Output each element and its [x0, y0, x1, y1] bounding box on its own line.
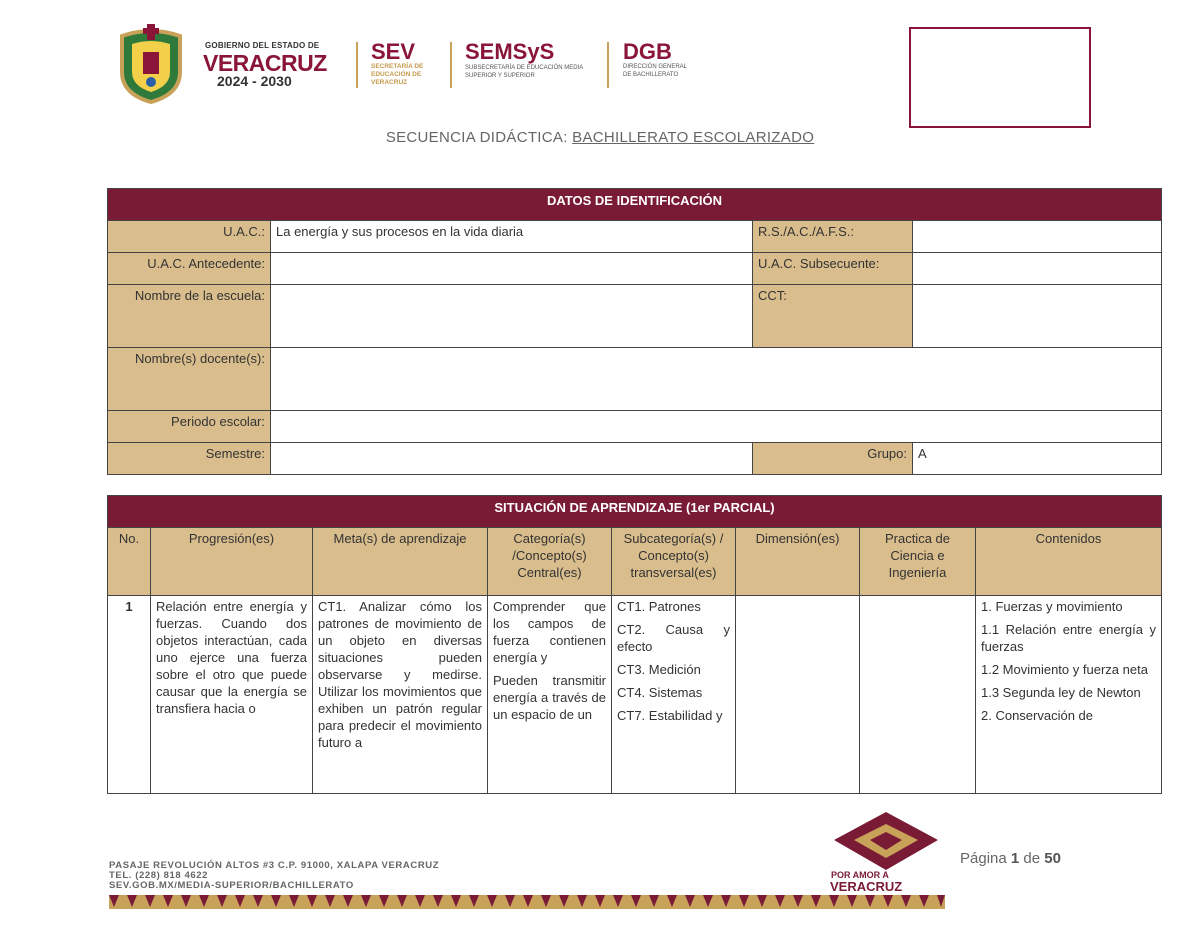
uac-field[interactable]: La energía y sus procesos en la vida diaria: [271, 221, 753, 253]
docente-label: Nombre(s) docente(s):: [108, 348, 271, 411]
antecedente-label: U.A.C. Antecedente:: [108, 253, 271, 285]
identification-table: [107, 188, 1162, 475]
footer-address: [109, 861, 439, 891]
contenidos-cell: [976, 596, 1162, 794]
school-logo-placeholder: [909, 27, 1091, 128]
antecedente-field[interactable]: [271, 253, 753, 285]
footer-phone: TEL. (228) 818 4622: [109, 870, 209, 881]
dimension-cell: [736, 596, 860, 794]
contenido-item: 1.1 Relación entre energía y fuerzas: [981, 622, 1156, 654]
grupo-label: Grupo:: [753, 443, 913, 475]
dgb-logo-text: DGB: [623, 39, 672, 64]
cct-label: CCT:: [753, 285, 913, 348]
gobierno-line: GOBIERNO DEL ESTADO DE: [205, 41, 320, 50]
contenido-item: 2. Conservación de: [981, 708, 1094, 723]
cct-field[interactable]: [913, 285, 1162, 348]
contenido-item: 1. Fuerzas y movimiento: [981, 599, 1123, 614]
logo-line-2: VERACRUZ: [830, 879, 903, 894]
categoria-text-2: Pueden transmitir energía a través de un espacio de un: [493, 673, 606, 722]
subcategoria-item: CT2. Causa y efecto: [617, 622, 730, 654]
logo-divider: [607, 42, 609, 88]
subcategoria-item: CT3. Medición: [617, 662, 701, 677]
situation-heading: SITUACIÓN DE APRENDIZAJE (1er PARCIAL): [108, 496, 1162, 528]
sev-subtitle: SECRETARÍA DE EDUCACIÓN DE VERACRUZ: [371, 63, 424, 86]
page-current: 1: [1010, 850, 1020, 867]
veracruz-coat-of-arms-icon: [116, 22, 186, 104]
meta-text: CT1. Analizar cómo los patrones de movimiento de un objeto en diversas situaciones pueden observarse y medirse. Utilizar los movimientos que exhiben un patrón regular para predecir el movimiento futuro a: [318, 599, 482, 750]
escuela-label: Nombre de la escuela:: [108, 285, 271, 348]
categoria-cell: [488, 596, 612, 794]
progresion-text: Relación entre energía y fuerzas. Cuando dos objetos interactúan, cada uno ejerce una fuerza sobre el otro que puede causar que la energía se transfiera hacia o: [156, 599, 307, 716]
grupo-field[interactable]: A: [913, 443, 1162, 475]
contenido-item: 1.3 Segunda ley de Newton: [981, 685, 1141, 700]
subsecuente-label: U.A.C. Subsecuente:: [753, 253, 913, 285]
page-number: [960, 850, 1061, 867]
col-meta: Meta(s) de aprendizaje: [313, 528, 488, 596]
uac-label: U.A.C.:: [108, 221, 271, 253]
sev-logo-text: SEV: [371, 39, 416, 64]
footer-decorative-stripe: [109, 895, 945, 909]
semestre-field[interactable]: [271, 443, 753, 475]
page-prefix: Página: [960, 850, 1011, 867]
escuela-field[interactable]: [271, 285, 753, 348]
subcategoria-item: CT1. Patrones: [617, 599, 701, 614]
rs-label: R.S./A.C./A.F.S.:: [753, 221, 913, 253]
col-no: No.: [108, 528, 151, 596]
title-underlined: BACHILLERATO ESCOLARIZADO: [572, 129, 815, 146]
veracruz-wordmark: VERACRUZ: [203, 50, 327, 76]
logo-line-1: POR AMOR A: [831, 870, 889, 880]
title-prefix: SECUENCIA DIDÁCTICA:: [385, 129, 573, 146]
page-mid: de: [1019, 850, 1045, 867]
logo-divider: [356, 42, 358, 88]
categoria-text-1: Comprender que los campos de fuerza contienen energía y: [493, 599, 606, 665]
subcategoria-item: CT7. Estabilidad y: [617, 708, 723, 723]
semestre-label: Semestre:: [108, 443, 271, 475]
col-progresion: Progresión(es): [151, 528, 313, 596]
identification-heading: DATOS DE IDENTIFICACIÓN: [108, 189, 1162, 221]
document-title: [0, 129, 1200, 146]
semsys-subtitle: SUBSECRETARÍA DE EDUCACIÓN MEDIA SUPERIOR Y SUPERIOR: [465, 65, 583, 79]
veracruz-diamond-icon: [826, 810, 946, 872]
footer-website: SEV.GOB.MX/MEDIA-SUPERIOR/BACHILLERATO: [109, 880, 354, 891]
logo-divider: [450, 42, 452, 88]
subcategoria-cell: [612, 596, 736, 794]
gobierno-years: 2024 - 2030: [217, 73, 292, 89]
meta-cell: [313, 596, 488, 794]
progresion-cell: [151, 596, 313, 794]
contenido-item: 1.2 Movimiento y fuerza neta: [981, 662, 1148, 677]
subcategoria-item: CT4. Sistemas: [617, 685, 703, 700]
footer-address-line: PASAJE REVOLUCIÓN ALTOS #3 C.P. 91000, XALAPA VERACRUZ: [109, 860, 440, 871]
col-practica: Practica de Ciencia e Ingeniería: [860, 528, 976, 596]
learning-situation-table: [107, 495, 1162, 794]
row-number: 1: [108, 596, 151, 794]
col-subcategoria: Subcategoría(s) / Concepto(s) transversal(es): [612, 528, 736, 596]
col-contenidos: Contenidos: [976, 528, 1162, 596]
por-amor-a-veracruz-logo: [826, 810, 946, 894]
docente-field[interactable]: [271, 348, 1162, 411]
practica-cell: [860, 596, 976, 794]
semsys-logo-text: SEMSyS: [465, 39, 555, 64]
page-total: 50: [1044, 850, 1061, 867]
col-categoria: Categoría(s) /Concepto(s) Central(es): [488, 528, 612, 596]
periodo-label: Periodo escolar:: [108, 411, 271, 443]
col-dimension: Dimensión(es): [736, 528, 860, 596]
rs-field[interactable]: [913, 221, 1162, 253]
subsecuente-field[interactable]: [913, 253, 1162, 285]
dgb-subtitle: DIRECCIÓN GENERAL DE BACHILLERATO: [623, 64, 687, 78]
periodo-field[interactable]: [271, 411, 1162, 443]
